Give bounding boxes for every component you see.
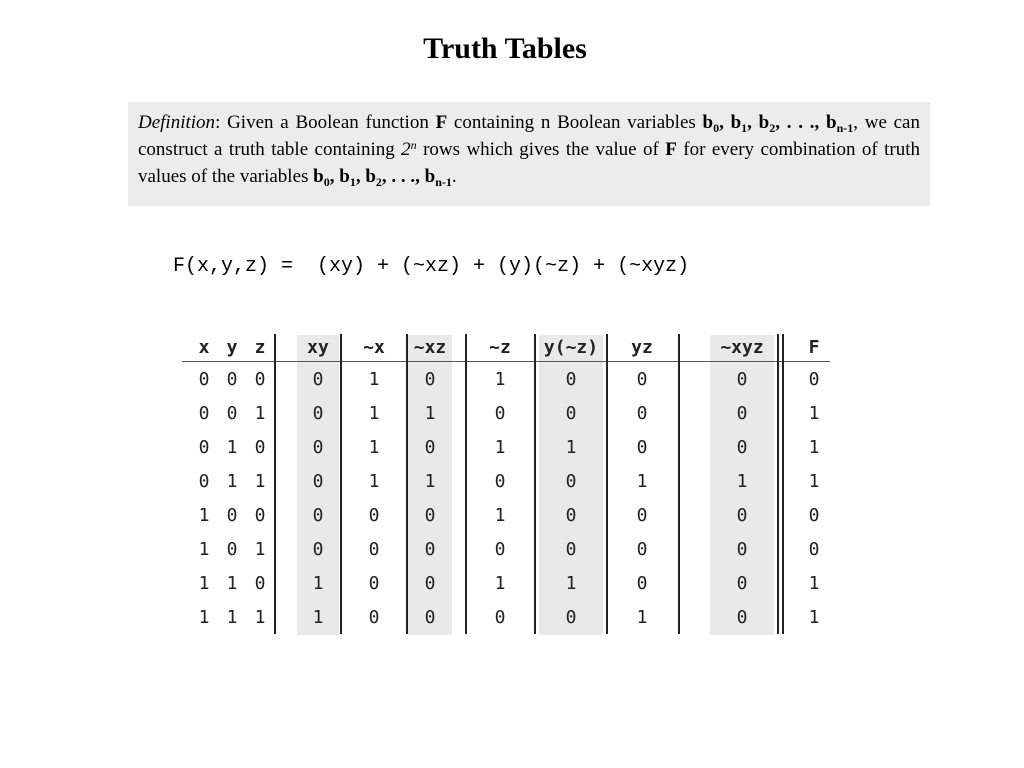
table-cell: 0 [226,505,238,526]
table-cell: 0 [565,539,577,560]
table-cell: 0 [736,573,748,594]
definition-term: Definition [138,112,216,133]
table-cell: 1 [808,471,820,492]
column-divider [777,334,779,634]
column-header: x [198,337,210,358]
table-cell: 1 [226,573,238,594]
column-header: ~xz [413,337,447,358]
truth-table [182,332,832,638]
column-divider [534,334,536,634]
column-header: ~xyz [720,337,764,358]
table-cell: 0 [424,505,436,526]
table-cell: 0 [312,437,324,458]
table-cell: 1 [565,573,577,594]
table-cell: 0 [368,539,380,560]
table-cell: 0 [254,369,266,390]
table-cell: 0 [424,369,436,390]
table-cell: 0 [312,403,324,424]
table-cell: 1 [226,607,238,628]
table-cell: 1 [254,471,266,492]
column-header: ~x [363,337,385,358]
table-cell: 0 [808,539,820,560]
table-cell: 1 [198,505,210,526]
column-divider [406,334,408,634]
table-cell: 1 [198,607,210,628]
column-header: xy [307,337,329,358]
table-cell: 0 [736,539,748,560]
table-cell: 1 [808,403,820,424]
table-cell: 1 [565,437,577,458]
column-header: z [254,337,266,358]
variable-list: $b_0$, $b_1$, $b_2$, . . ., $b_{n-1}$ [313,166,452,189]
table-cell: 1 [198,539,210,560]
column-divider [340,334,342,634]
table-cell: 1 [808,607,820,628]
column-header: F [808,337,820,358]
table-cell: 0 [565,471,577,492]
table-cell: 0 [368,607,380,628]
table-cell: 0 [494,539,506,560]
table-cell: 1 [226,471,238,492]
table-cell: 0 [226,403,238,424]
table-cell: 1 [368,403,380,424]
table-cell: 1 [368,437,380,458]
table-cell: 0 [636,369,648,390]
boolean-formula: F(x,y,z) = (xy) + (~xz) + (y)(~z) + (~xyz) [173,255,690,278]
page-title: Truth Tables [423,32,587,65]
table-cell: 1 [368,369,380,390]
table-cell: 0 [636,573,648,594]
table-cell: 1 [808,437,820,458]
table-cell: 0 [198,471,210,492]
table-cell: 0 [198,369,210,390]
table-cell: 0 [565,505,577,526]
table-cell: 1 [198,573,210,594]
table-cell: 0 [254,573,266,594]
table-cell: 0 [636,505,648,526]
table-cell: 1 [254,539,266,560]
table-cell: 0 [494,607,506,628]
table-cell: 1 [226,437,238,458]
column-header: ~z [489,337,511,358]
table-cell: 0 [312,539,324,560]
table-cell: 1 [424,403,436,424]
table-cell: 0 [198,437,210,458]
row-count: 2$^n$ [401,138,417,160]
column-divider [465,334,467,634]
table-cell: 1 [254,403,266,424]
table-cell: 0 [254,505,266,526]
table-cell: 0 [312,505,324,526]
column-divider [678,334,680,634]
table-cell: 1 [368,471,380,492]
table-cell: 0 [312,369,324,390]
table-cell: 0 [565,369,577,390]
table-cell: 0 [494,403,506,424]
table-cell: 0 [565,607,577,628]
table-cell: 1 [424,471,436,492]
table-cell: 0 [226,539,238,560]
header-divider [182,361,830,362]
table-cell: 0 [254,437,266,458]
column-header: y(~z) [543,337,599,358]
table-cell: 0 [736,369,748,390]
table-cell: 1 [312,607,324,628]
table-cell: 0 [226,369,238,390]
table-cell: 0 [736,403,748,424]
table-cell: 1 [312,573,324,594]
table-cell: 0 [368,505,380,526]
definition-box: Definition: Given a Boolean function F containing n Boolean variables $b_0$, $b_1$, $b_2$, . . ., $b_{n-1}$, we can construct a truth table containing 2$^n$ rows which gives the value of F for every combination of truth values of the variables $b_0$, $b_1$, $b_2$, . . ., $b_{n-1}$. [128,102,930,206]
table-cell: 0 [636,403,648,424]
table-cell: 0 [808,369,820,390]
table-cell: 0 [494,471,506,492]
table-cell: 0 [636,539,648,560]
table-cell: 0 [808,505,820,526]
table-cell: 0 [565,403,577,424]
table-cell: 1 [494,437,506,458]
table-cell: 1 [494,369,506,390]
table-cell: 1 [808,573,820,594]
column-divider [782,334,784,634]
table-cell: 0 [736,607,748,628]
table-cell: 1 [636,607,648,628]
table-cell: 0 [736,505,748,526]
column-divider [606,334,608,634]
table-cell: 1 [494,573,506,594]
table-cell: 0 [424,573,436,594]
table-cell: 0 [198,403,210,424]
table-cell: 1 [736,471,748,492]
table-cell: 0 [424,607,436,628]
table-cell: 0 [368,573,380,594]
variable-list: $b_0$, $b_1$, $b_2$, . . ., $b_{n-1}$ [702,112,854,135]
column-header: y [226,337,238,358]
table-cell: 0 [424,539,436,560]
table-cell: 1 [494,505,506,526]
table-cell: 0 [736,437,748,458]
table-cell: 1 [254,607,266,628]
table-cell: 0 [312,471,324,492]
table-cell: 0 [424,437,436,458]
column-header: yz [631,337,653,358]
table-cell: 1 [636,471,648,492]
table-cell: 0 [636,437,648,458]
